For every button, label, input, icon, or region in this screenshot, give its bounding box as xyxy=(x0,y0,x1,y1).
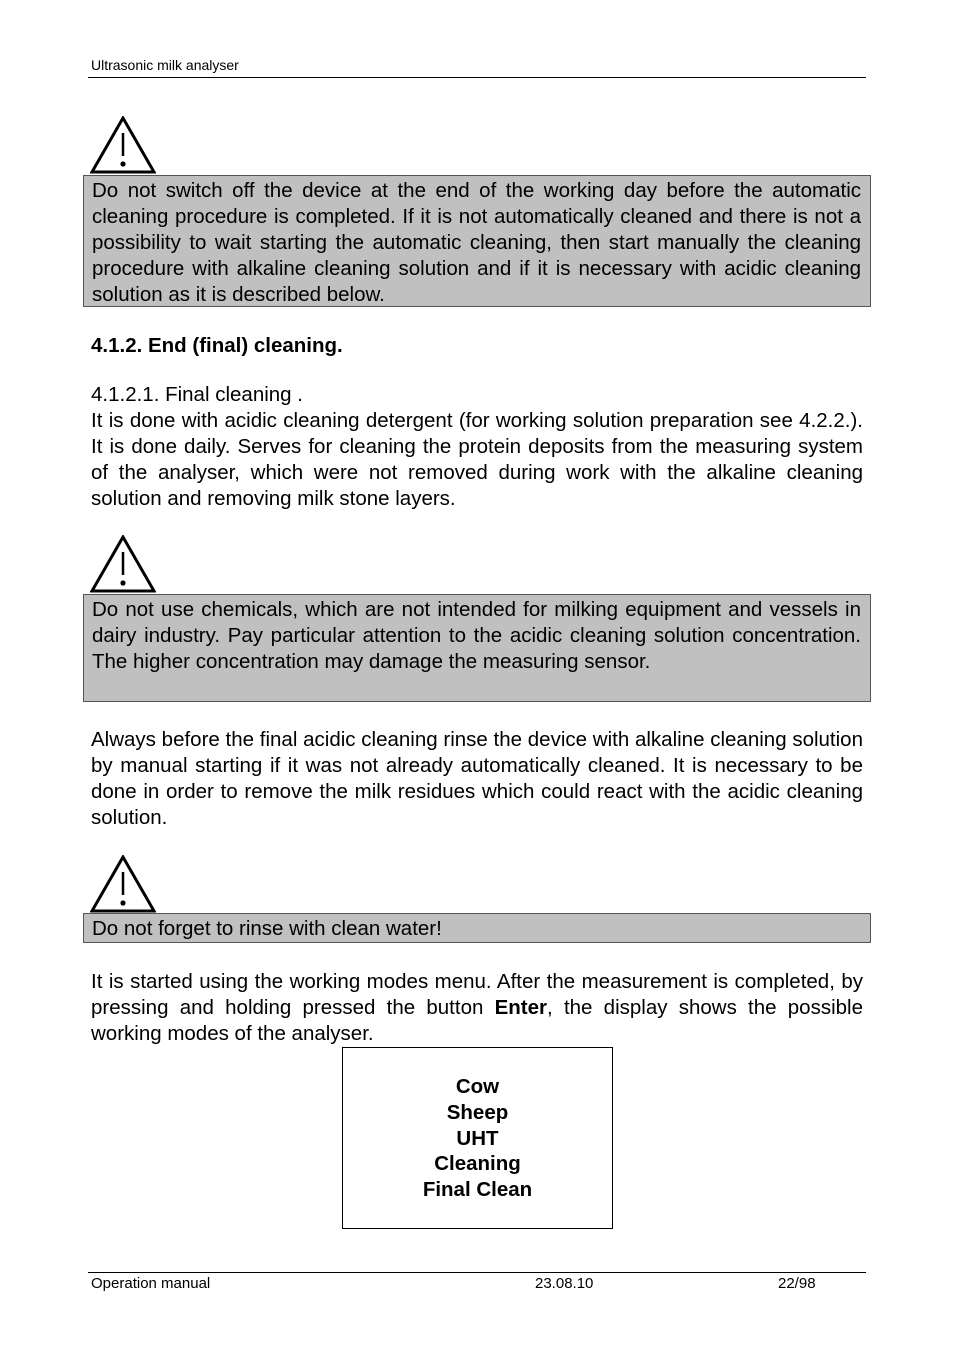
footer-date: 23.08.10 xyxy=(535,1275,594,1292)
subsection-heading: 4.1.2.1. Final cleaning . xyxy=(91,383,303,406)
menu-intro-after: , the display shows the possible working modes of the analyser. xyxy=(91,996,863,1045)
menu-item-final-clean: Final Clean xyxy=(422,1178,533,1202)
header-rule xyxy=(88,77,866,78)
rinse-note-text: Always before the final acidic cleaning rinse the device with alkaline cleaning solution by manual starting if it was not already automatically cleaned. It is necessary to be done in order to remove the milk residues which could react with the acidic cleaning solution. xyxy=(91,728,863,829)
warning-box-rinse-water xyxy=(83,913,871,943)
menu-item-cleaning: Cleaning xyxy=(434,1152,521,1176)
footer-rule xyxy=(88,1272,866,1273)
menu-intro-before: It is started using the working modes menu. After the measurement is completed, by pressing and holding pressed the button xyxy=(91,970,863,1019)
menu-item-cow: Cow xyxy=(455,1075,500,1098)
warning-box-chemicals xyxy=(83,594,871,702)
rinse-note-paragraph xyxy=(91,727,863,831)
warning-box-switch-off xyxy=(83,175,871,307)
footer-manual-title: Operation manual xyxy=(91,1275,211,1292)
intro-text: It is done with acidic cleaning detergent (for working solution preparation see 4.2.2.). It is done daily. Serves for cleaning the protein deposits from the measuring system of the analyser, which were not removed during work with the alkaline cleaning solution and removing milk stone layers. xyxy=(91,409,863,510)
menu-item-uht: UHT xyxy=(456,1126,499,1150)
page-header-title: Ultrasonic milk analyser xyxy=(91,57,239,73)
menu-item-sheep: Sheep xyxy=(446,1100,509,1124)
warning-triangle-icon xyxy=(90,116,156,174)
menu-intro-text xyxy=(91,969,863,1047)
warning-text: Do not use chemicals, which are not intended for milking equipment and vessels in dairy industry. Pay particular attention to the acidic cleaning solution concentration. The higher concentration may damage the measuring sensor. xyxy=(92,598,861,673)
warning-text: Do not forget to rinse with clean water! xyxy=(92,917,442,940)
section-heading: 4.1.2. End (final) cleaning. xyxy=(91,334,343,357)
warning-text: Do not switch off the device at the end of the working day before the automatic cleaning procedure is completed. If it is not automatically cleaned and there is not a possibility to wait starting the automatic cleaning, then start manually the cleaning procedure with alkaline cleaning solution and if it is necessary with acidic cleaning solution as it is described below. xyxy=(92,179,861,306)
warning-triangle-icon xyxy=(90,535,156,593)
final-cleaning-paragraph xyxy=(91,382,863,512)
footer-page-number: 22/98 xyxy=(778,1275,816,1292)
display-menu-box xyxy=(342,1047,613,1229)
enter-button-label: Enter xyxy=(494,996,548,1019)
warning-triangle-icon xyxy=(90,855,156,913)
menu-intro-paragraph xyxy=(91,969,863,1047)
